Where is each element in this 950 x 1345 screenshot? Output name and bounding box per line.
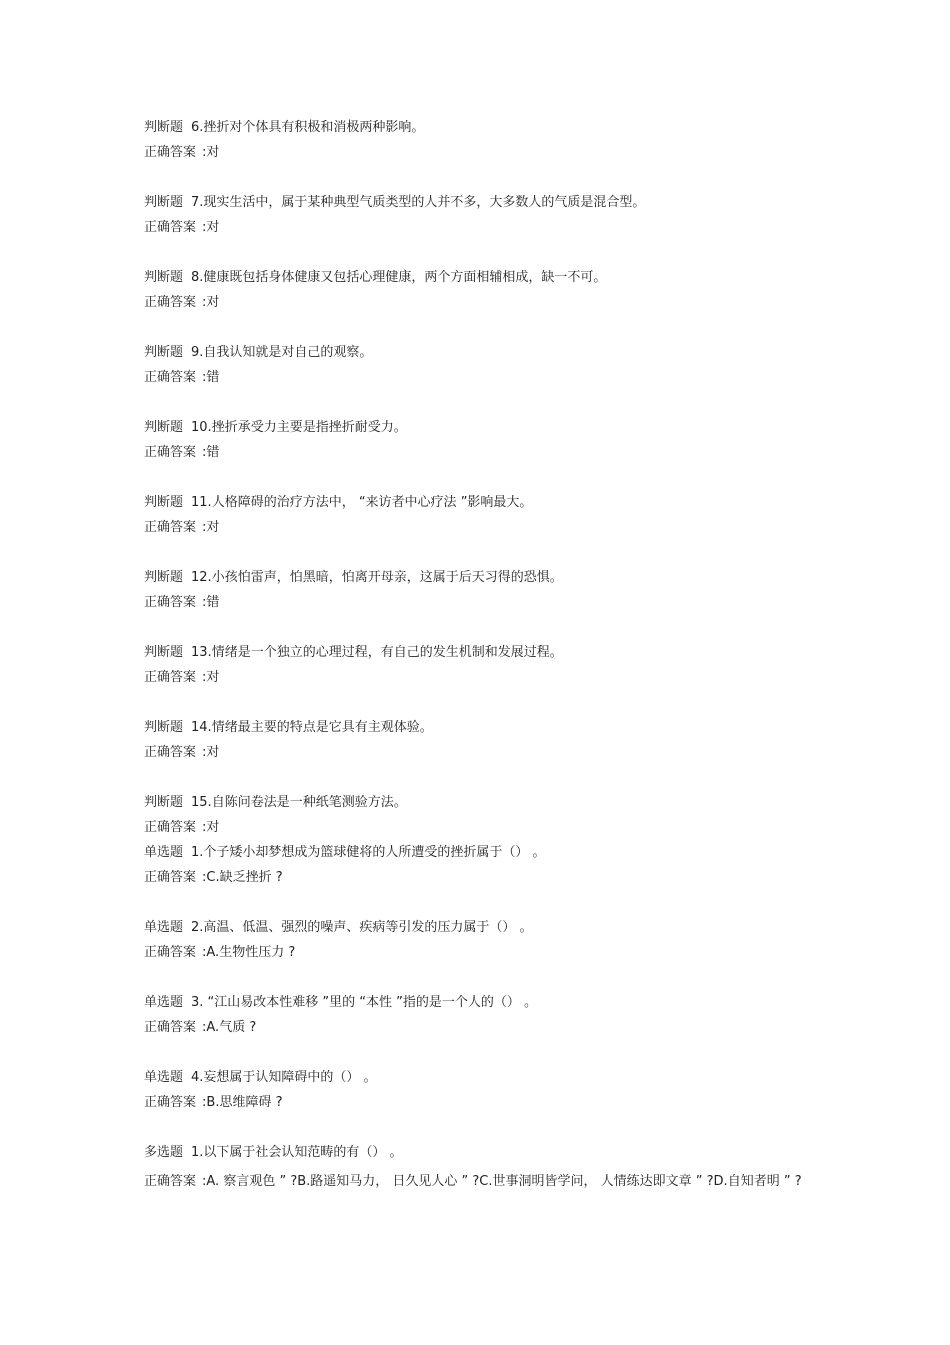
question-line [144,1069,377,1087]
question-type: 判断题 [144,645,184,660]
answer-value: :A.生物性压力 ? [202,945,296,960]
answer-label: 正确答案 [144,1174,197,1189]
answer-value: :对 [202,220,220,235]
answer-label: 正确答案 [144,820,197,835]
question-line [144,194,645,212]
question-type: 判断题 [144,345,184,360]
answer-value: :A. 察言观色 ” ?B.路遥知马力， 日久见人心 ” ?C.世事洞明皆学问， 人情练达即文章 ” ?D.自知者明 ” ? [202,1174,802,1189]
question-type: 单选题 [144,845,184,860]
answer-value: :错 [202,595,220,610]
answer-label: 正确答案 [144,520,197,535]
answer-label: 正确答案 [144,445,197,460]
answer-label: 正确答案 [144,145,197,160]
question-text: 10.挫折承受力主要是指挫折耐受力。 [191,420,407,435]
answer-line [144,519,219,537]
answer-label: 正确答案 [144,595,197,610]
question-line [144,344,372,362]
answer-value: :C.缺乏挫折 ? [202,870,283,885]
question-line [144,719,433,737]
answer-line [144,1019,256,1037]
question-text: 14.情绪最主要的特点是它具有主观体验。 [191,720,433,735]
question-type: 判断题 [144,570,184,585]
question-text: 7.现实生活中，属于某种典型气质类型的人并不多，大多数人的气质是混合型。 [191,195,646,210]
answer-value: :对 [202,820,220,835]
answer-label: 正确答案 [144,220,197,235]
question-text: 4.妄想属于认知障碍中的（） 。 [191,1070,377,1085]
question-line [144,794,407,812]
answer-value: :对 [202,145,220,160]
question-type: 多选题 [144,1145,184,1160]
question-text: 15.自陈问卷法是一种纸笔测验方法。 [191,795,407,810]
question-type: 单选题 [144,920,184,935]
answer-value: :错 [202,445,220,460]
answer-line [144,869,283,887]
answer-line [144,1169,814,1194]
answer-line [144,294,219,312]
question-line [144,569,563,587]
answer-label: 正确答案 [144,1095,197,1110]
question-text: 9.自我认知就是对自己的观察。 [191,345,373,360]
question-type: 单选题 [144,995,184,1010]
question-line [144,844,546,862]
question-type: 判断题 [144,120,184,135]
answer-line [144,144,219,162]
question-type: 判断题 [144,420,184,435]
answer-value: :对 [202,745,220,760]
question-line [144,919,533,937]
question-line [144,419,407,437]
question-type: 判断题 [144,495,184,510]
answer-line [144,819,219,837]
question-line [144,1144,403,1162]
question-text: 6.挫折对个体具有积极和消极两种影响。 [191,120,425,135]
answer-label: 正确答案 [144,1020,197,1035]
answer-value: :B.思维障碍 ? [202,1095,283,1110]
answer-line [144,744,219,762]
answer-label: 正确答案 [144,870,197,885]
question-line [144,494,532,512]
question-text: 13.情绪是一个独立的心理过程，有自己的发生机制和发展过程。 [191,645,563,660]
answer-value: :对 [202,295,220,310]
answer-label: 正确答案 [144,670,197,685]
question-type: 单选题 [144,1070,184,1085]
question-line [144,119,424,137]
answer-label: 正确答案 [144,745,197,760]
answer-line [144,369,219,387]
question-type: 判断题 [144,795,184,810]
question-text: 8.健康既包括身体健康又包括心理健康，两个方面相辅相成，缺一不可。 [191,270,607,285]
answer-line [144,669,219,687]
answer-value: :对 [202,520,220,535]
answer-value: :A.气质 ? [202,1020,257,1035]
answer-line [144,944,295,962]
question-line [144,994,537,1012]
question-text: 1.个子矮小却梦想成为篮球健将的人所遭受的挫折属于（） 。 [191,845,546,860]
answer-line [144,594,219,612]
question-type: 判断题 [144,195,184,210]
question-text: 3. “江山易改本性难移 ”里的 “本性 ”指的是一个人的（） 。 [191,995,538,1010]
answer-line [144,1094,282,1112]
question-text: 1.以下属于社会认知范畴的有（） 。 [191,1145,403,1160]
question-text: 2.高温、低温、强烈的噪声、疾病等引发的压力属于（） 。 [191,920,533,935]
answer-label: 正确答案 [144,295,197,310]
answer-label: 正确答案 [144,370,197,385]
question-type: 判断题 [144,720,184,735]
answer-value: :错 [202,370,220,385]
answer-label: 正确答案 [144,945,197,960]
question-type: 判断题 [144,270,184,285]
answer-line [144,444,219,462]
question-line [144,269,606,287]
question-text: 12.小孩怕雷声，怕黑暗，怕离开母亲，这属于后天习得的恐惧。 [191,570,563,585]
answer-line [144,219,219,237]
answer-value: :对 [202,670,220,685]
question-text: 11.人格障碍的治疗方法中， “来访者中心疗法 ”影响最大。 [191,495,533,510]
question-line [144,644,563,662]
